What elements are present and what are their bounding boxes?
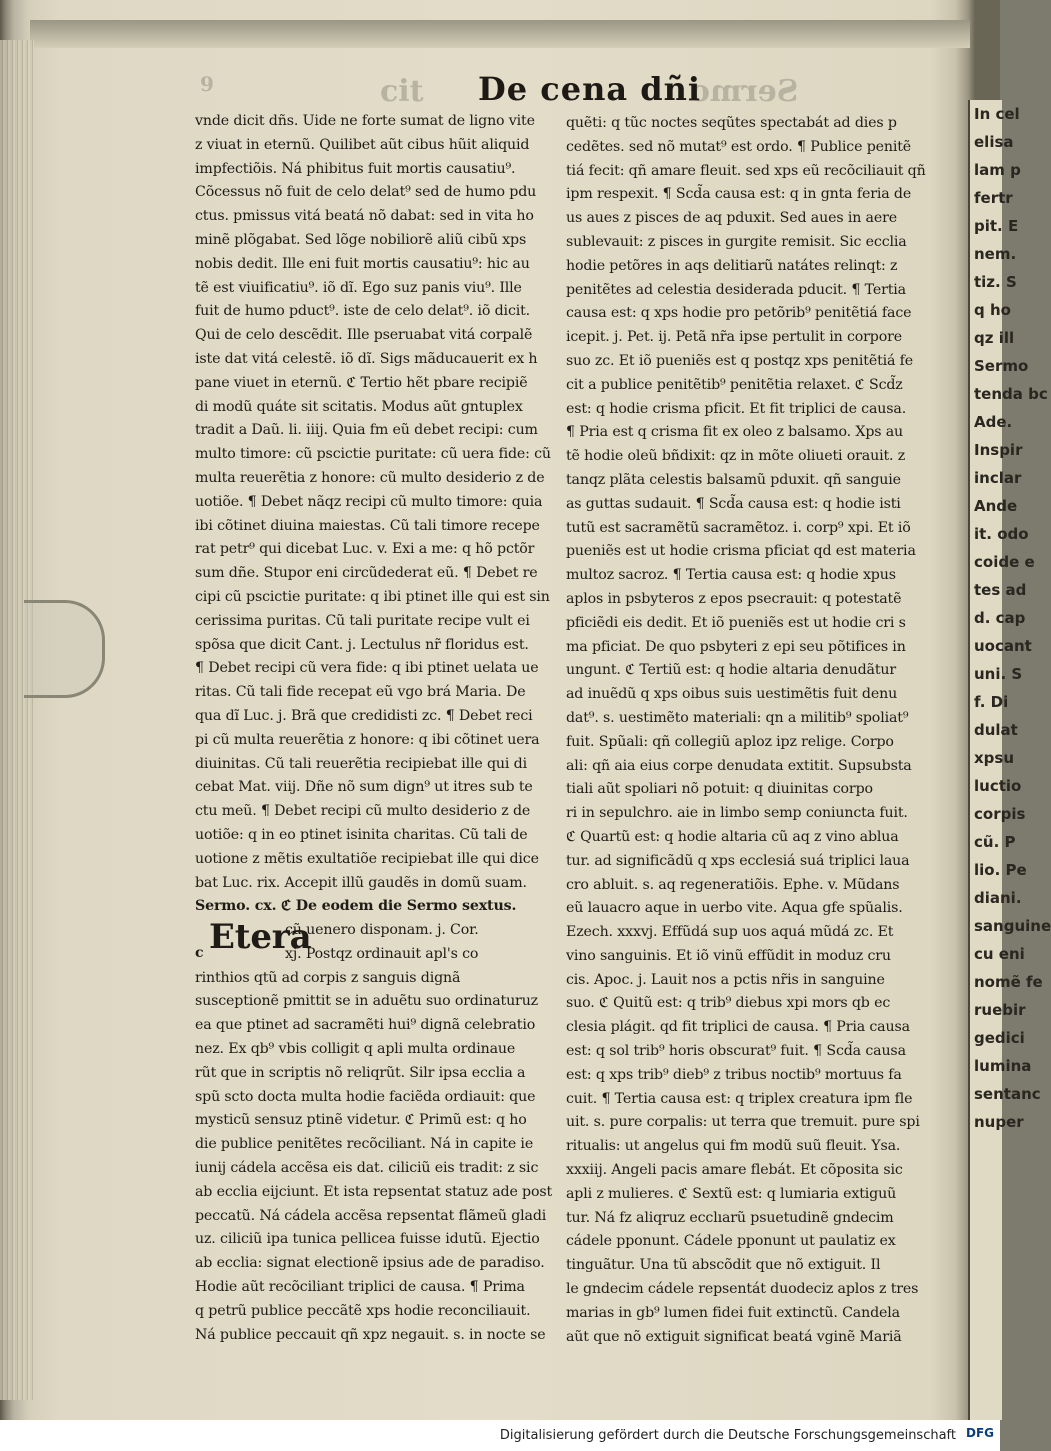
text-line: multa reuerẽtia z honore: cũ multo desiderio z de xyxy=(195,469,545,486)
text-line: q petrũ publice peccãtẽ xps hodie reconciliauit. xyxy=(195,1302,531,1319)
text-line: ad inuẽdũ q xps oibus suis uestimẽtis fuit denu xyxy=(566,686,898,703)
text-line: ab ecclia eijciunt. Et ista repsentat statuz ade post xyxy=(195,1183,553,1200)
text-line: tẽ est viuificatiu⁹. iõ dĩ. Ego suz panis viu⁹. Ille xyxy=(195,279,522,296)
text-line: eũ lauacro aque in uerbo vite. Aqua gfe spũalis. xyxy=(566,900,903,917)
facing-page-fragment: lio. Pe xyxy=(974,861,1027,879)
text-line: di modũ quáte sit scitatis. Modus aũt gntuplex xyxy=(195,398,523,415)
text-line: multo timore: cũ pscictie puritate: cũ uera fide: cũ xyxy=(195,446,551,463)
text-line: tinguãtur. Una tũ abscõdit que nõ extiguit. Il xyxy=(566,1257,881,1274)
right-text-column xyxy=(566,112,936,1349)
running-head: De cena dñi xyxy=(478,70,702,108)
text-line: susceptionẽ pmittit se in aduẽtu suo ordinaturuz xyxy=(195,993,539,1010)
facing-page-fragment: Ade. xyxy=(974,413,1013,431)
text-line: cro abluit. s. aq regeneratiõis. Ephe. v. Mũdans xyxy=(566,876,900,893)
text-line: tur. Ná fz aliqruz ecclıarũ psuetudinẽ gndecim xyxy=(566,1209,894,1226)
facing-page-fragment: it. odo xyxy=(974,525,1029,543)
facing-page-fragment: tiz. S xyxy=(974,273,1017,291)
facing-page-fragment: sanguine xyxy=(974,917,1051,935)
text-line: cedẽtes. sed nõ mutat⁹ est ordo. ¶ Publice penitẽ xyxy=(566,138,912,155)
text-line: nobis dedit. Ille eni fuit mortis causatiu⁹: hic au xyxy=(195,255,530,272)
text-line: uz. ciliciũ ipa tunica pellicea fuisse idutũ. Ejectio xyxy=(195,1231,540,1248)
text-line: ¶ Debet recipi cũ vera fide: q ibi ptinet uelata ue xyxy=(195,660,539,677)
ghost-running-head-1: cit xyxy=(380,74,424,109)
text-line: est: q xps trib⁹ dieb⁹ z tribus noctib⁹ mortuus fa xyxy=(566,1066,902,1083)
text-line: cuit. ¶ Tertia causa est: q triplex creatura ipm fle xyxy=(566,1090,913,1107)
facing-page-fragment: qz ill xyxy=(974,329,1015,347)
text-line: iste dat vitá celestẽ. iõ dĩ. Sigs mãducauerit ex h xyxy=(195,350,538,367)
facing-page-fragment: xpsu xyxy=(974,749,1015,767)
text-line: spõsa que dicit Cant. j. Lectulus nr̃ floridus est. xyxy=(195,636,529,653)
text-line: dat⁹. s. uestimẽto materiali: qn a militib⁹ spoliat⁹ xyxy=(566,709,909,726)
facing-page-fragment: d. cap xyxy=(974,609,1026,627)
text-line: aũt que nõ extiguit significat beatá vginẽ Mariã xyxy=(566,1328,902,1345)
text-line: tutũ est sacramẽtũ sacramẽtoz. i. corp⁹ xpi. Et iõ xyxy=(566,519,911,536)
facing-page-fragment: fertr xyxy=(974,189,1013,207)
text-line: cebat Mat. viij. Dñe nõ sum dign⁹ ut itres sub te xyxy=(195,779,533,796)
text-line: fuit. Spũali: qñ collegiũ aploz ipz relige. Corpo xyxy=(566,733,894,750)
text-line: mysticũ sensuz ptinẽ videtur. ℭ Primũ est: q ho xyxy=(195,1112,527,1129)
text-line: tiali aũt spoliari nõ potuit: q diuinitas corpo xyxy=(566,781,873,798)
text-line: ma pficiat. De quo psbyteri z epi seu põtifices in xyxy=(566,638,906,655)
text-line: causa est: q xps hodie pro petõrib⁹ penitẽtiá face xyxy=(566,305,912,322)
text-line: ibi cõtinet diuina maiestas. Cũ tali timore recepe xyxy=(195,517,540,534)
text-line: uotione z mẽtis exultatiõe recipiebat ille qui dice xyxy=(195,850,539,867)
dropcap-block xyxy=(195,919,560,1347)
text-line: cit a publice penitẽtib⁹ penitẽtia relaxet. ℭ Scd̃z xyxy=(566,376,903,393)
dropcap-guide-letter: c xyxy=(195,945,204,962)
facing-page-fragment: nem. xyxy=(974,245,1017,263)
dropcap-initial-word: Etera xyxy=(209,917,312,958)
text-line: vino sanguinis. Et iõ vinũ effũdit in moduz cru xyxy=(566,947,891,964)
dfg-logo: DFG xyxy=(965,1426,994,1440)
facing-page-fragment: coide e xyxy=(974,553,1035,571)
text-line: ℭ Quartũ est: q hodie altaria cũ aq z vino ablua xyxy=(566,828,899,845)
text-line: minẽ plõgabat. Sed lõge nobiliorẽ aliũ cibũ xps xyxy=(195,231,527,248)
facing-page-fragment: Inspir xyxy=(974,441,1023,459)
footer-credit: Digitalisierung gefördert durch die Deutsche Forschungsgemeinschaft xyxy=(499,1428,956,1443)
text-line: iunij cádela accẽsa eis dat. ciliciũ eis tradit: z sic xyxy=(195,1160,539,1177)
facing-page-fragment: cu eni xyxy=(974,945,1025,963)
facing-page-fragment: f. Di xyxy=(974,693,1009,711)
text-line: tradit a Daũ. li. iiij. Quia fm eũ debet recipi: cum xyxy=(195,422,538,439)
text-line: pficiẽdi eis dedit. Et iõ pueniẽs est ut hodie cri s xyxy=(566,614,906,631)
text-line: ri in sepulchro. aie in limbo semp coniuncta fuit. xyxy=(566,805,908,822)
text-line: ¶ Pria est q crisma fit ex oleo z balsamo. Xps au xyxy=(566,424,904,441)
facing-page-fragment: lam p xyxy=(974,161,1021,179)
ghost-running-head-3: 9 xyxy=(200,72,214,96)
facing-page-fragment: ruebir xyxy=(974,1001,1026,1019)
text-line: bat Luc. rix. Accepit illũ gaudẽs in domũ suam. xyxy=(195,874,527,891)
text-line: penitẽtes ad celestia desiderada pducit. ¶ Tertia xyxy=(566,281,906,298)
text-line: us aues z pisces de aq pduxit. Sed aues in aere xyxy=(566,210,897,227)
text-line: tanqz plãta celestis balsamũ pduxit. qñ sanguie xyxy=(566,471,901,488)
facing-page-fragment: lumina xyxy=(974,1057,1032,1075)
text-line: cádele pponunt. Cádele pponunt ut paulatiz ex xyxy=(566,1233,896,1250)
text-line: spũ scto docta multa hodie faciẽda ordiauit: que xyxy=(195,1088,536,1105)
text-line: ritualis: ut angelus qui fm modũ suũ fleuit. Ysa. xyxy=(566,1138,901,1155)
footer-bar xyxy=(0,1420,1000,1451)
text-line: uotiõe. ¶ Debet nãqz recipi cũ multo timore: quia xyxy=(195,493,543,510)
left-text-column xyxy=(195,110,560,1347)
text-line: ab ecclia: signat electionẽ ipsius ade de paradiso. xyxy=(195,1255,545,1272)
text-line: pueniẽs est ut hodie crisma pficiat qd est materia xyxy=(566,543,916,560)
facing-page-fragment: uni. S xyxy=(974,665,1023,683)
text-line: xxxiij. Angeli pacis amare flebát. Et cõposita sic xyxy=(566,1162,903,1179)
facing-page-fragment: sentanc xyxy=(974,1085,1041,1103)
facing-page-fragment: tes ad xyxy=(974,581,1027,599)
text-line: peccatũ. Ná cádela accẽsa repsentat flãmeũ gladi xyxy=(195,1207,547,1224)
text-line: ipm respexit. ¶ Scd̃a causa est: q in gnta feria de xyxy=(566,186,912,203)
text-line: pi cũ multa reuerẽtia z honore: q ibi cõtinet uera xyxy=(195,731,540,748)
text-line: Ná publice peccauit qñ xpz negauit. s. in nocte se xyxy=(195,1326,546,1343)
text-line: nez. Ex qb⁹ vbis colligit q apli multa ordinaue xyxy=(195,1041,516,1058)
text-line: sublevauit: z pisces in gurgite remisit. Sic ecclia xyxy=(566,233,907,250)
facing-page-fragment: luctio xyxy=(974,777,1022,795)
text-line: qua dĩ Luc. j. Brã que credidisti zc. ¶ Debet reci xyxy=(195,707,533,724)
facing-page-fragment: uocant xyxy=(974,637,1032,655)
text-line: aplos in psbyteros z epos psecrauit: q potestatẽ xyxy=(566,590,902,607)
sermon-heading: Sermo. cx. ℭ De eodem die Sermo sextus. xyxy=(195,898,517,915)
text-line: cũ uenero disponam. j. Cor. xyxy=(285,922,479,939)
text-line: cis. Apoc. j. Lauit nos a pctis nr̃is in sanguine xyxy=(566,971,885,988)
text-line: ctu meũ. ¶ Debet recipi cũ multo desiderio z de xyxy=(195,803,531,820)
facing-page-fragment: dulat xyxy=(974,721,1018,739)
text-line: fuit de humo pduct⁹. iste de celo delat⁹. iõ dicit. xyxy=(195,303,531,320)
text-line: as guttas sudauit. ¶ Scd̃a causa est: q hodie isti xyxy=(566,495,901,512)
facing-page-fragment: diani. xyxy=(974,889,1022,907)
facing-page-fragment: cũ. P xyxy=(974,833,1016,851)
text-line: Hodie aũt recõciliant triplici de causa. ¶ Prima xyxy=(195,1279,525,1296)
text-line: quẽti: q tũc noctes seqũtes spectabát ad dies p xyxy=(566,115,897,131)
text-line: Qui de celo descẽdit. Ille pseruabat vitá corpalẽ xyxy=(195,327,533,344)
text-line: die publice penitẽtes recõciliant. Ná in capite ie xyxy=(195,1136,534,1153)
facing-page-fragment: elisa xyxy=(974,133,1014,151)
text-line: pane viuet in eternũ. ℭ Tertio hẽt pbare recipiẽ xyxy=(195,374,528,391)
text-line: le gndecim cádele repsentát duodeciz aplos z tres xyxy=(566,1281,919,1298)
text-line: vnde dicit dñs. Uide ne forte sumat de ligno vite xyxy=(195,113,535,129)
text-line: uit. s. pure corpalis: ut terra que tremuit. pure spi xyxy=(566,1114,920,1131)
facing-page-fragment: corpis xyxy=(974,805,1026,823)
text-line: suo zc. Et iõ pueniẽs est q postqz xps penitẽtiá fe xyxy=(566,352,914,369)
facing-page-fragment: Ande xyxy=(974,497,1018,515)
text-line: cipi cũ pscictie puritate: q ibi ptinet ille qui est sin xyxy=(195,588,550,605)
text-line: rũt que in scriptis nõ reliqrũt. Silr ipsa ecclia a xyxy=(195,1064,526,1081)
text-line: ritas. Cũ tali fide recepat eũ vgo brá Maria. De xyxy=(195,684,526,701)
facing-page-fragment: gedici xyxy=(974,1029,1025,1047)
text-line: tẽ hodie oleũ bñdixit: qz in mõte oliueti orauit. z xyxy=(566,448,906,465)
text-line: z viuat in eternũ. Quilibet aũt cibus hũit aliquid xyxy=(195,136,530,153)
text-line: impfectiõis. Ná phibitus fuit mortis causatiu⁹. xyxy=(195,160,516,177)
text-line: rat petr⁹ qui dicebat Luc. v. Exi a me: q hõ pctõr xyxy=(195,541,535,558)
text-line: diuinitas. Cũ tali reuerẽtia recipiebat ille qui di xyxy=(195,755,527,772)
text-line: marias in gb⁹ lumen fidei fuit extinctũ. Candela xyxy=(566,1304,900,1321)
text-line: rinthios qtũ ad corpis z sanguis dignã xyxy=(195,969,461,986)
facing-page-fragment: tenda bc xyxy=(974,385,1048,403)
text-line: clesia plágit. qd fit triplici de causa. ¶ Pria causa xyxy=(566,1019,910,1036)
text-line: Cõcessus nõ fuit de celo delat⁹ sed de humo pdu xyxy=(195,184,537,201)
text-line: xj. Postqz ordinauit apl's co xyxy=(285,945,479,962)
page-stack-edge xyxy=(0,40,34,1400)
text-line: ungunt. ℭ Tertiũ est: q hodie altaria denudãtur xyxy=(566,662,897,679)
facing-page-fragment: nomẽ fe xyxy=(974,973,1043,991)
text-line: apli z mulieres. ℭ Sextũ est: q lumiaria extiguũ xyxy=(566,1185,897,1202)
text-line: hodie petõres in aqs delitiarũ natátes relinqt: z xyxy=(566,257,898,274)
text-line: multoz sacroz. ¶ Tertia causa est: q hodie xpus xyxy=(566,567,896,584)
facing-page-fragment: Sermo xyxy=(974,357,1029,375)
ghost-running-head-2: Sermo xyxy=(690,74,799,109)
text-line: suo. ℭ Quitũ est: q trib⁹ diebus xpi mors qb ec xyxy=(566,995,891,1012)
text-line: icepit. j. Pet. ij. Petã nr̃a ipse pertulit in corpore xyxy=(566,329,902,346)
text-line: Ezech. xxxvj. Effũdá sup uos aquá mũdá zc. Et xyxy=(566,924,894,941)
facing-page-edge xyxy=(968,100,1051,1420)
text-line: sum dñe. Stupor eni circũdederat eũ. ¶ Debet re xyxy=(195,565,538,582)
text-line: est: q sol trib⁹ horis obscurat⁹ fuit. ¶ Scd̃a causa xyxy=(566,1043,906,1060)
facing-page-fragment: inclar xyxy=(974,469,1022,487)
text-line: ctus. pmissus vitá beatá nõ dabat: sed in vita ho xyxy=(195,208,534,225)
facing-page-fragment: pit. E xyxy=(974,217,1019,235)
text-line: tur. ad significãdũ q xps ecclesiá suá triplici laua xyxy=(566,852,910,869)
text-line: tiá fecit: qñ amare fleuit. sed xps eũ recõciliauit qñ xyxy=(566,162,926,179)
book-clasp-strap xyxy=(24,600,105,698)
page-top-edge xyxy=(30,20,970,48)
text-line: est: q hodie crisma pficit. Et fit triplici de causa. xyxy=(566,400,907,417)
text-line: ali: qñ aia eius corpe denudata extitit. Supsubsta xyxy=(566,757,912,774)
facing-page-fragment: q ho xyxy=(974,301,1011,319)
facing-page-fragment: In cel xyxy=(974,105,1020,123)
text-line: uotiõe: q in eo ptinet isinita charitas. Cũ tali de xyxy=(195,826,528,843)
text-line: ea que ptinet ad sacramẽti hui⁹ dignã celebratio xyxy=(195,1017,536,1034)
text-line: cerissima puritas. Cũ tali puritate recipe vult ei xyxy=(195,612,530,629)
facing-page-fragment: nuper xyxy=(974,1113,1024,1131)
